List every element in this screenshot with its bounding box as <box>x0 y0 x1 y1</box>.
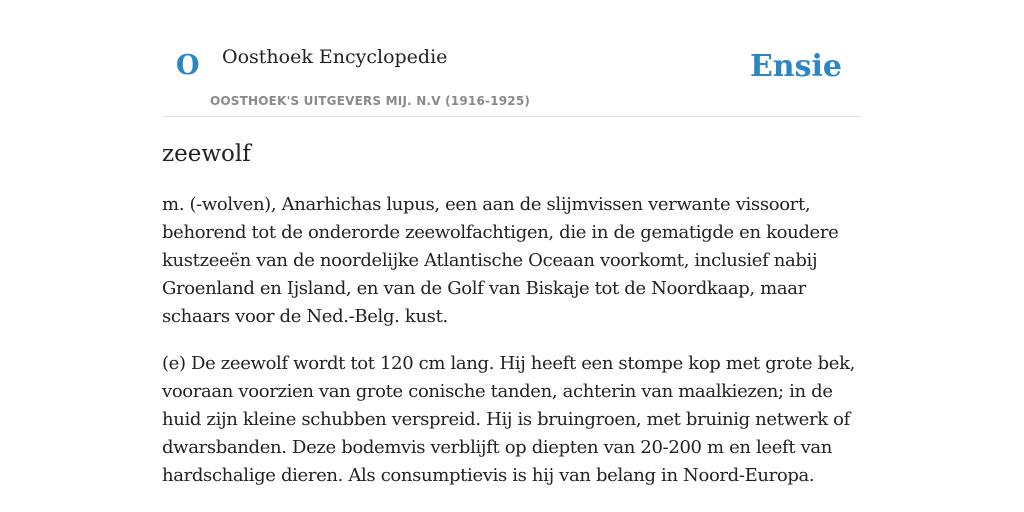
entry-title: zeewolf <box>162 141 251 167</box>
entry-paragraph: (e) De zeewolf wordt tot 120 cm lang. Hij heeft een stompe kop met grote bek, vooraan voorzien van grote conische tanden, achterin van maalkiezen; in de huid zijn kleine schubben verspreid. Hij is bruingroen, met bruinig netwerk of dwarsbanden. Deze bodemvis verblijft op diepten van 20-200 m en leeft van hardschalige dieren. Als consumptievis is hij van belang in Noord-Europa. <box>162 352 855 486</box>
header <box>162 0 862 117</box>
entry-body <box>162 191 862 490</box>
publisher-subtitle: OOSTHOEK'S UITGEVERS MIJ. N.V (1916-1925) <box>210 94 531 108</box>
publisher-name[interactable]: Oosthoek Encyclopedie <box>222 46 448 68</box>
entry-paragraph: m. (-wolven), Anarhichas lupus, een aan de slijmvissen verwante vissoort, behorend tot de onderorde zeewolfachtigen, die in de gematigde en koudere kustzeeën van de noordelijke Atlantische Oceaan voorkomt, inclusief nabij Groenland en Ijsland, en van de Golf van Biskaje tot de Noordkaap, maar schaars voor de Ned.-Belg. kust. <box>162 193 839 327</box>
publisher-logo[interactable]: O <box>176 50 200 81</box>
ensie-logo-link[interactable]: Ensie <box>749 49 842 84</box>
content-container <box>162 0 862 509</box>
